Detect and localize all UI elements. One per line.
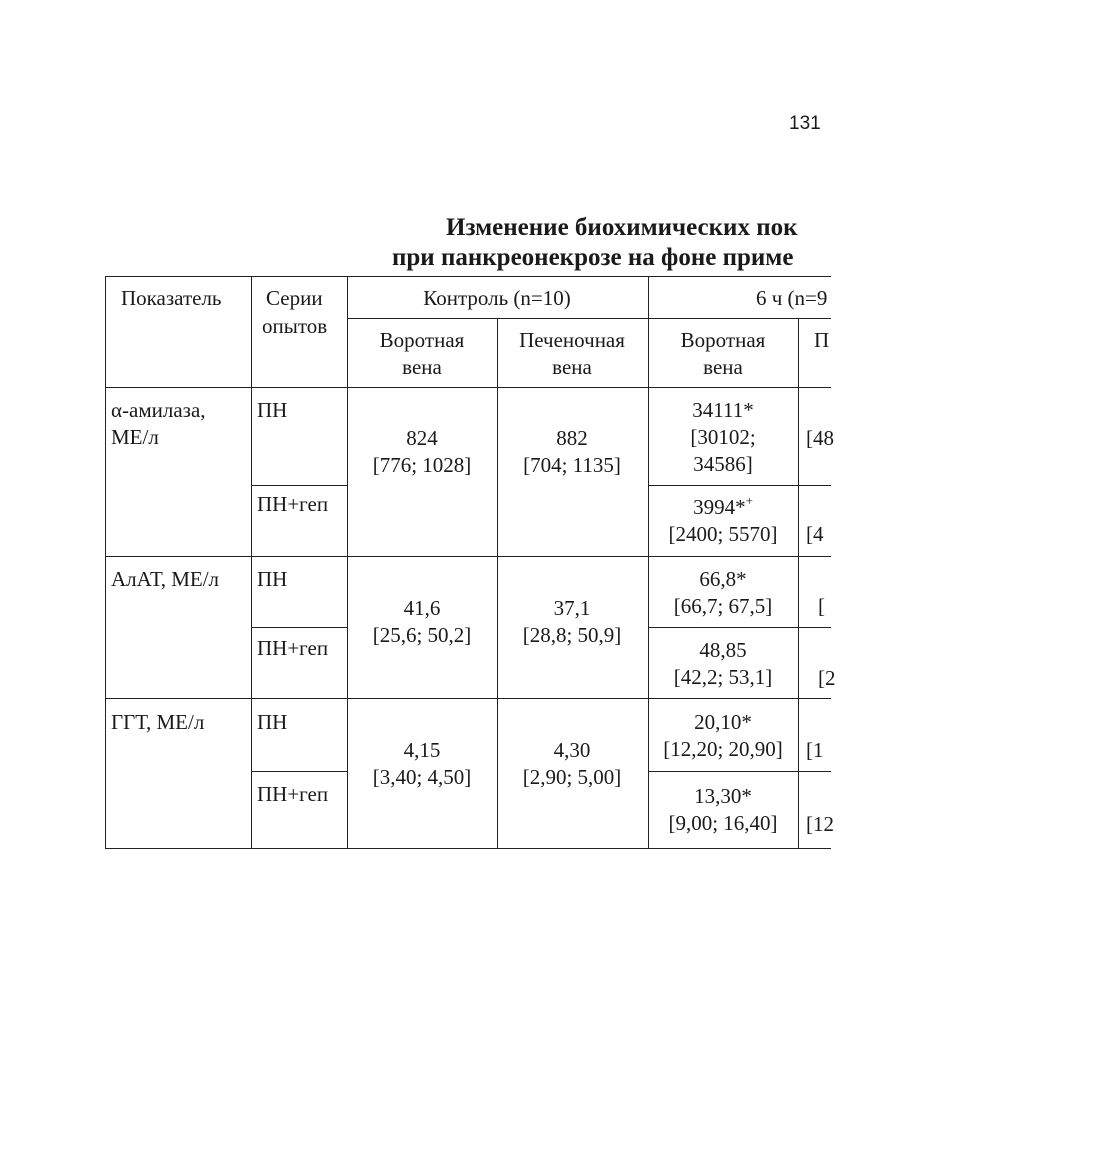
alat-pnhep-partial: [2: [818, 666, 836, 690]
ggt-name: ГГТ, МЕ/л: [111, 710, 205, 734]
row-divider-ggt: [251, 771, 347, 772]
title-line-1: Изменение биохимических пок: [446, 214, 798, 241]
header-6h-portal: Воротная вена: [680, 328, 766, 379]
row-divider-2: [105, 698, 831, 699]
col-divider-2: [347, 276, 348, 849]
alat-pnhep-6h: 48,85 [42,2; 53,1]: [673, 638, 773, 689]
amylase-pn-6h: 34111* [30102; 34586]: [690, 398, 756, 476]
title-line-2: при панкреонекрозе на фоне приме: [392, 244, 794, 271]
ggt-pnhep-6h: 13,30* [9,00; 16,40]: [668, 784, 778, 835]
col-border-left: [105, 276, 106, 849]
row-divider-1: [105, 556, 831, 557]
header-series-line1: Серии: [266, 286, 323, 310]
ggt-pnhep-partial: [12: [806, 812, 834, 836]
col-divider-5: [798, 318, 799, 849]
row-divider-amylase: [251, 485, 347, 486]
alat-series-pn: ПН: [257, 567, 288, 591]
amylase-pnhep-partial: [4: [806, 522, 824, 546]
header-divider: [347, 318, 831, 319]
alat-pn-partial: [: [818, 594, 825, 618]
amylase-control-portal: 824 [776; 1028]: [372, 426, 472, 477]
amylase-pnhep-6h: 3994*+ [2400; 5570]: [668, 493, 778, 546]
header-control: Контроль (n=10): [423, 286, 571, 310]
col-divider-4: [648, 276, 649, 849]
ggt-pn-6h: 20,10* [12,20; 20,90]: [663, 710, 783, 761]
col-divider-1: [251, 276, 252, 849]
amylase-series-pnhep: ПН+геп: [257, 492, 329, 516]
alat-name: АлАТ, МЕ/л: [111, 567, 220, 591]
alat-series-pnhep: ПН+геп: [257, 636, 329, 660]
col-divider-3: [497, 318, 498, 849]
table-border-top: [105, 276, 831, 277]
table-border-bottom: [105, 848, 831, 849]
header-control-hepatic: Печеночная вена: [519, 328, 625, 379]
row-divider-alat: [251, 627, 347, 628]
ggt-control-hepatic: 4,30 [2,90; 5,00]: [522, 738, 622, 789]
row-divider-ggt-6h: [648, 771, 831, 772]
header-indicator: Показатель: [121, 286, 222, 310]
amylase-control-hepatic: 882 [704; 1135]: [523, 426, 621, 477]
ggt-series-pn: ПН: [257, 710, 288, 734]
row-divider-amylase-6h: [648, 485, 831, 486]
amylase-pn-partial: [48: [806, 426, 834, 450]
header-bottom: [105, 387, 831, 388]
amylase-name: α-амилаза, МЕ/л: [111, 398, 206, 449]
header-6h-partial: П: [814, 328, 830, 352]
header-control-portal: Воротная вена: [379, 328, 465, 379]
alat-control-hepatic: 37,1 [28,8; 50,9]: [522, 596, 622, 647]
alat-pn-6h: 66,8* [66,7; 67,5]: [673, 567, 773, 618]
ggt-series-pnhep: ПН+геп: [257, 782, 329, 806]
amylase-series-pn: ПН: [257, 398, 288, 422]
header-series-line2: опытов: [262, 314, 328, 338]
ggt-control-portal: 4,15 [3,40; 4,50]: [372, 738, 472, 789]
row-divider-alat-6h: [648, 627, 831, 628]
alat-control-portal: 41,6 [25,6; 50,2]: [372, 596, 472, 647]
page-number: 131: [789, 113, 821, 134]
header-6h: 6 ч (n=9: [756, 286, 828, 310]
ggt-pn-partial: [1: [806, 738, 824, 762]
